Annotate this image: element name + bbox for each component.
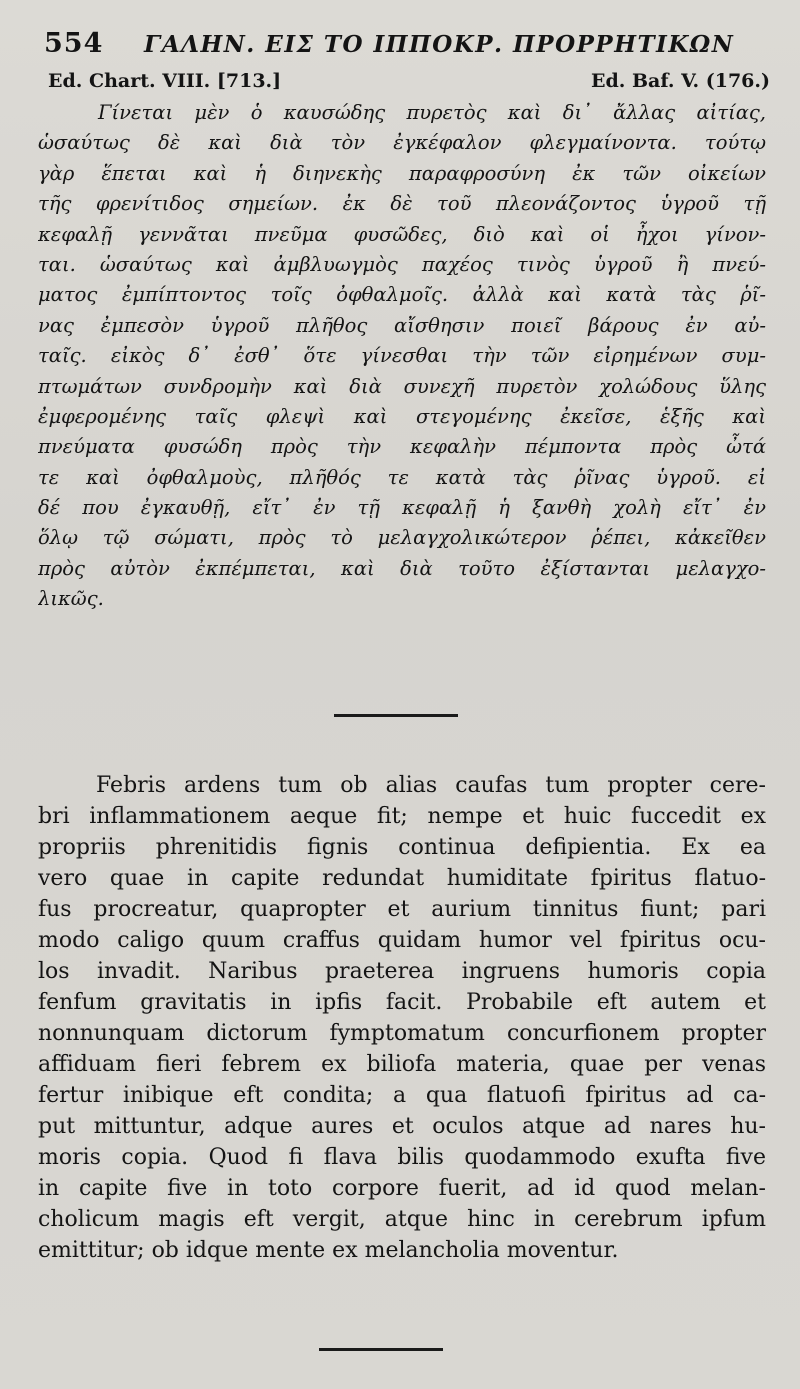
latin-line: fertur inibique eft condita; a qua flatuofi fpiritus ad ca- xyxy=(38,1083,766,1108)
edition-basel-reference: Ed. Baf. V. (176.) xyxy=(591,70,770,92)
latin-line: bri inflammationem aeque fit; nempe et huic fuccedit ex xyxy=(38,804,766,829)
latin-line: cholicum magis eft vergit, atque hinc in cerebrum ipfum xyxy=(38,1207,766,1232)
greek-line: τῆς φρενίτιδος σημείων. ἐκ δὲ τοῦ πλεονάζοντος ὑγροῦ τῇ xyxy=(38,192,766,216)
latin-line: affiduam fieri febrem ex biliofa materia, quae per venas xyxy=(38,1052,766,1077)
greek-line: ὡσαύτως δὲ καὶ διὰ τὸν ἐγκέφαλον φλεγμαίνοντα. τούτῳ xyxy=(38,131,766,155)
greek-paragraph xyxy=(38,98,766,615)
latin-line: los invadit. Naribus praeterea ingruens humoris copia xyxy=(38,959,766,984)
greek-line: ται. ὡσαύτως καὶ ἀμβλυωγμὸς παχέος τινὸς ὑγροῦ ἢ πνεύ- xyxy=(38,252,766,276)
latin-line: Febris ardens tum ob alias caufas tum propter cere- xyxy=(96,773,766,798)
page-number: 554 xyxy=(44,28,104,59)
greek-line: ταῖς. εἰκὸς δ᾿ ἐσθ᾿ ὅτε γίνεσθαι τὴν τῶν εἰρημένων συμ- xyxy=(38,344,766,368)
greek-line: δέ που ἐγκαυθῇ, εἴτ᾿ ἐν τῇ κεφαλῇ ἡ ξανθὴ χολὴ εἴτ᾿ ἐν xyxy=(38,496,766,520)
greek-line: Γίνεται μὲν ὁ καυσώδης πυρετὸς καὶ δι᾿ ἄλλας αἰτίας, xyxy=(98,101,766,124)
greek-line: γὰρ ἕπεται καὶ ἡ διηνεκὴς παραφροσύνη ἐκ τῶν οἰκείων xyxy=(38,161,766,185)
latin-line: put mittuntur, adque aures et oculos atque ad nares hu- xyxy=(38,1114,766,1139)
greek-line: ὅλῳ τῷ σώματι, πρὸς τὸ μελαγχολικώτερον ῥέπει, κἀκεῖθεν xyxy=(38,526,766,550)
edition-chart-reference: Ed. Chart. VIII. [713.] xyxy=(48,70,282,92)
greek-line: πνεύματα φυσώδη πρὸς τὴν κεφαλὴν πέμποντα πρὸς ὦτά xyxy=(38,435,766,459)
page-header xyxy=(44,26,764,66)
latin-line: moris copia. Quod fi flava bilis quodammodo exufta five xyxy=(38,1145,766,1170)
greek-line: ἐμφερομένης ταῖς φλεψὶ καὶ στεγομένης ἐκεῖσε, ἑξῆς καὶ xyxy=(38,404,766,428)
greek-line: ματος ἐμπίπτοντος τοῖς ὀφθαλμοῖς. ἀλλὰ καὶ κατὰ τὰς ῥῖ- xyxy=(38,283,766,307)
greek-line: κεφαλῇ γεννᾶται πνεῦμα φυσῶδες, διὸ καὶ οἱ ἦχοι γίνον- xyxy=(38,222,766,246)
latin-line: vero quae in capite redundat humiditate fpiritus flatuo- xyxy=(38,866,766,891)
edition-reference-line xyxy=(48,70,770,96)
latin-line: propriis phrenitidis fignis continua defipientia. Ex ea xyxy=(38,835,766,860)
greek-line: λικῶς. xyxy=(38,587,104,611)
running-title: ΓΑΛΗΝ. ΕΙΣ ΤΟ ΙΠΠΟΚΡ. ΠΡΟΡΡΗΤΙΚΩΝ xyxy=(144,31,735,58)
latin-paragraph xyxy=(38,770,766,1266)
latin-line: fus procreatur, quapropter et aurium tinnitus fiunt; pari xyxy=(38,897,766,922)
greek-line: πτωμάτων συνδρομὴν καὶ διὰ συνεχῆ πυρετὸν χολώδους ὕλης xyxy=(38,374,766,398)
latin-line: emittitur; ob idque mente ex melancholia moventur. xyxy=(38,1238,619,1263)
section-divider xyxy=(334,714,458,717)
greek-line: τε καὶ ὀφθαλμοὺς, πλῆθός τε κατὰ τὰς ῥῖνας ὑγροῦ. εἰ xyxy=(38,465,766,489)
latin-line: nonnunquam dictorum fymptomatum concurfionem propter xyxy=(38,1021,766,1046)
latin-line: modo caligo quum craffus quidam humor vel fpiritus ocu- xyxy=(38,928,766,953)
latin-line: fenfum gravitatis in ipfis facit. Probabile eft autem et xyxy=(38,990,766,1015)
latin-line: in capite five in toto corpore fuerit, ad id quod melan- xyxy=(38,1176,766,1201)
section-divider xyxy=(319,1348,443,1351)
greek-line: νας ἐμπεσὸν ὑγροῦ πλῆθος αἴσθησιν ποιεῖ βάρους ἐν αὐ- xyxy=(38,313,766,337)
greek-line: πρὸς αὐτὸν ἐκπέμπεται, καὶ διὰ τοῦτο ἐξίστανται μελαγχο- xyxy=(38,556,766,580)
